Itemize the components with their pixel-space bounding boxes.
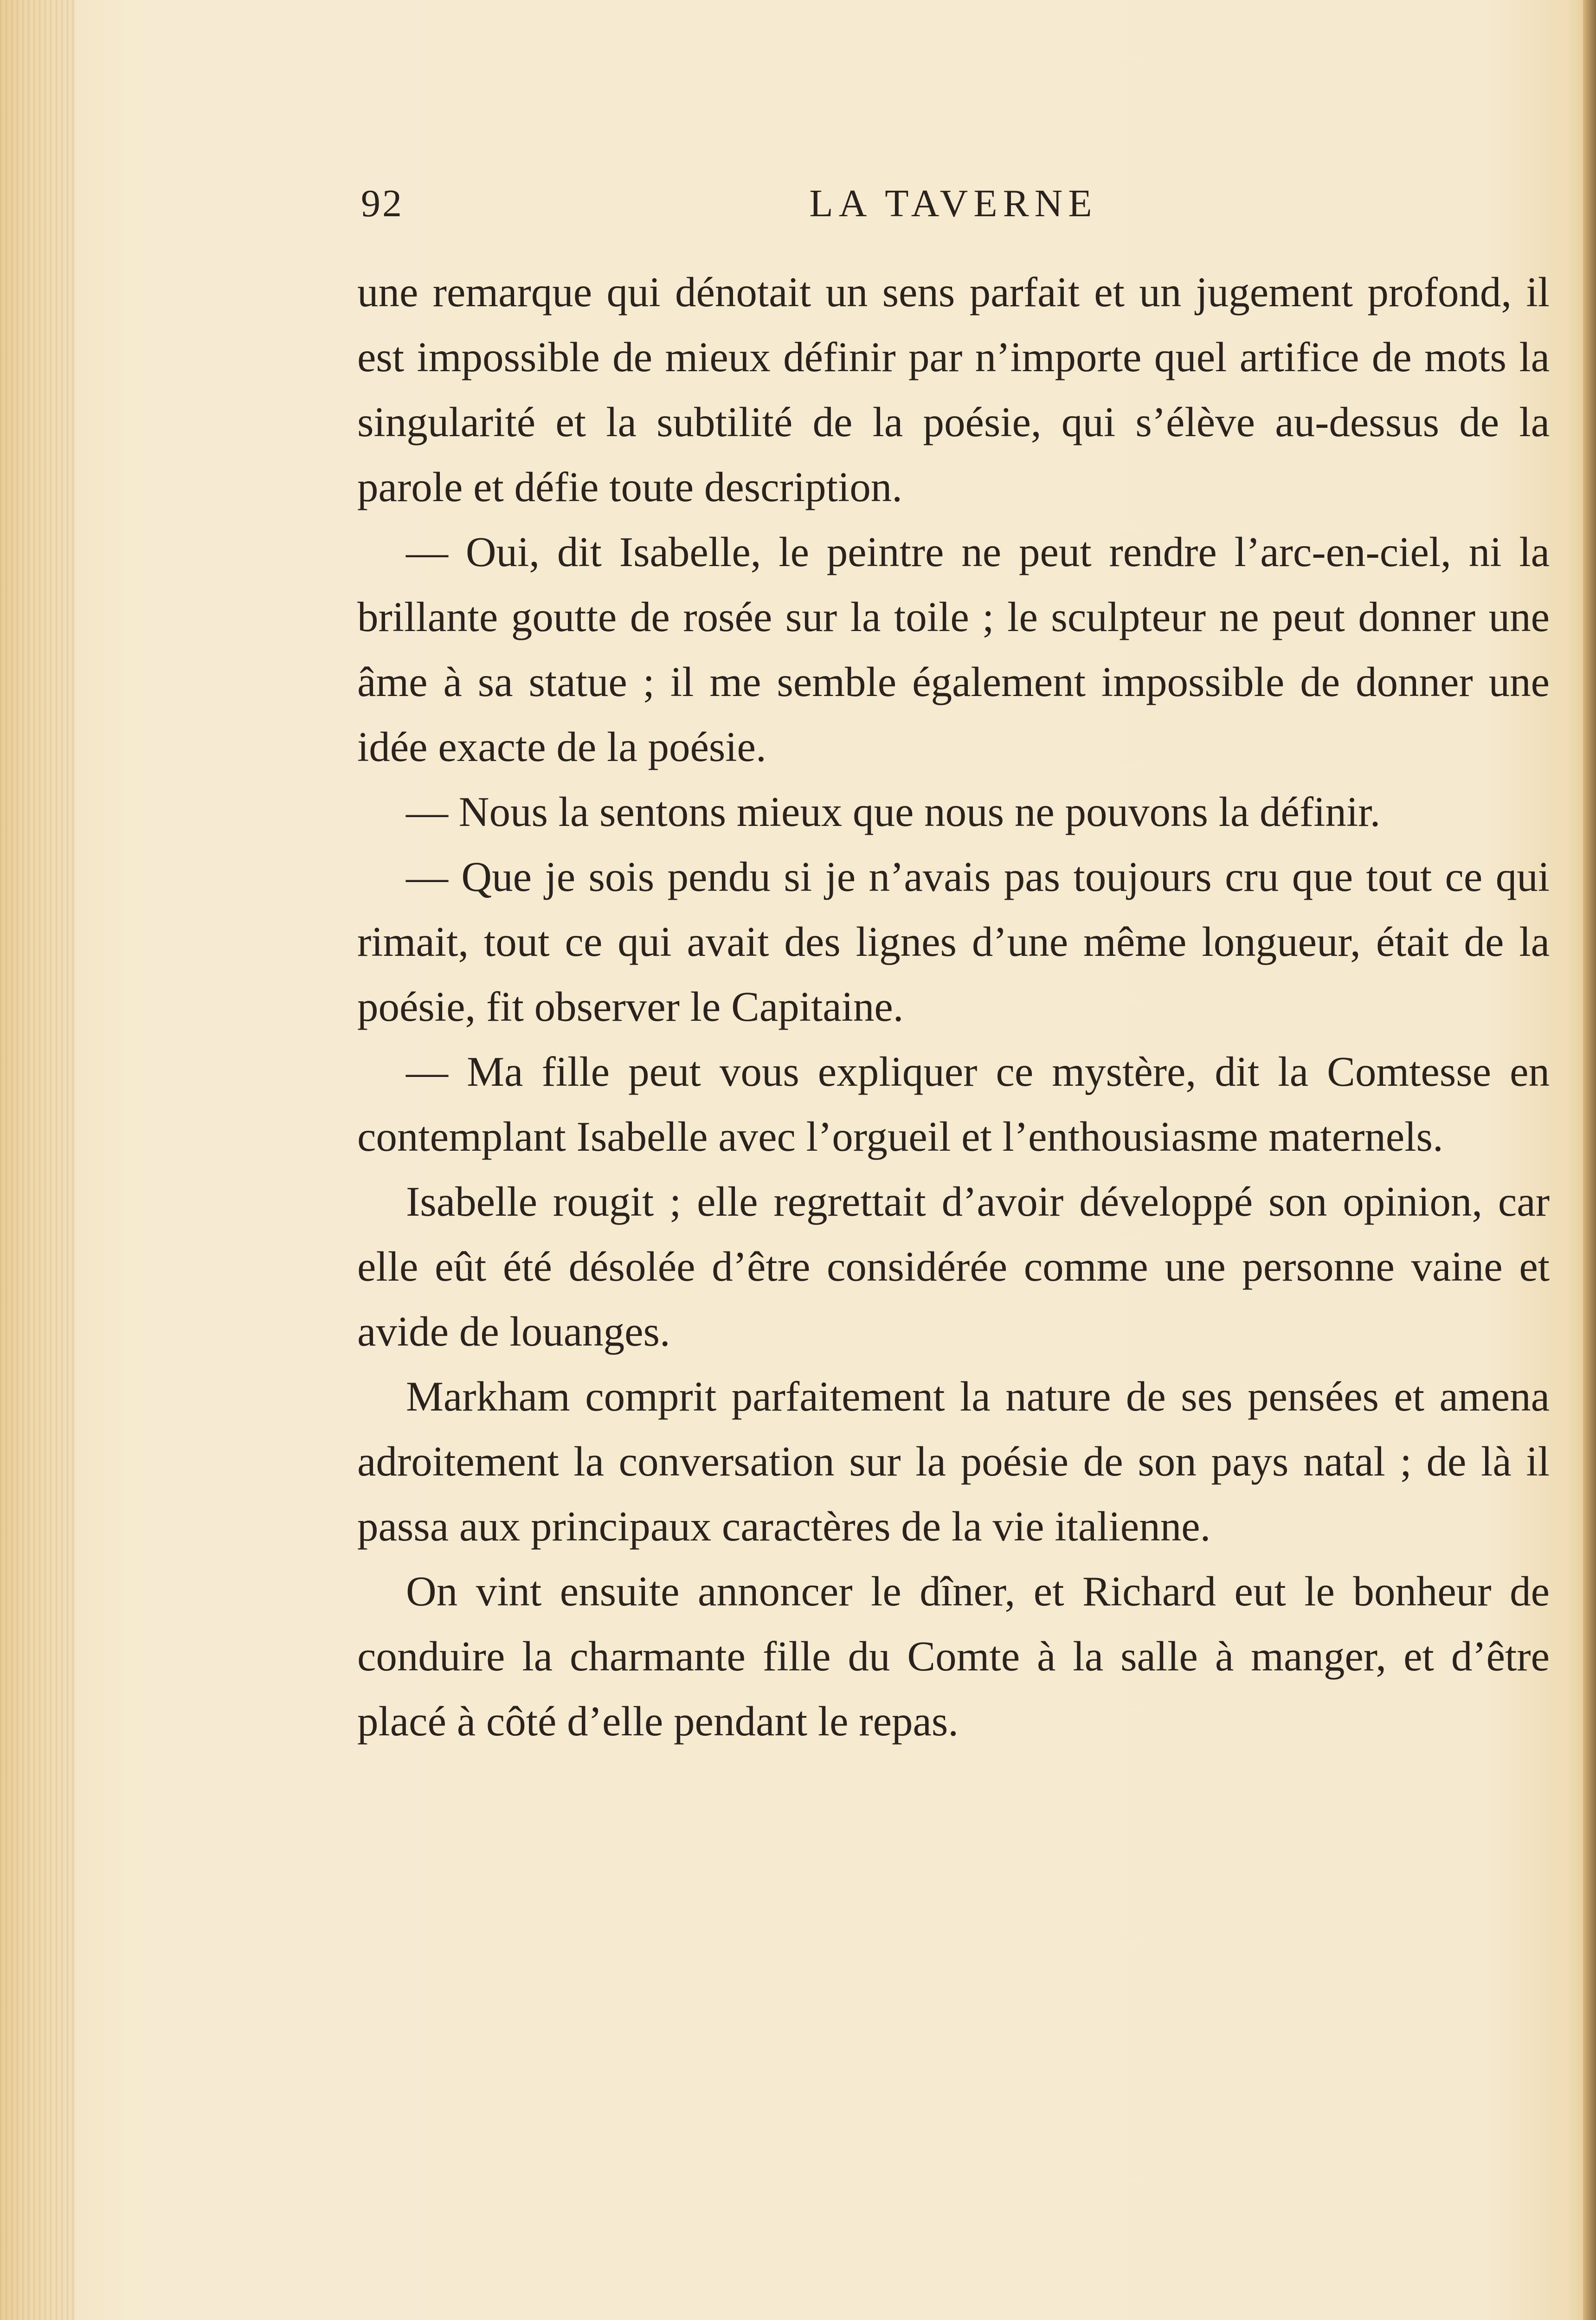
paragraph: — Oui, dit Isabelle, le peintre ne peut rendre l’arc-en-ciel, ni la brillante goutte de rosée sur la toile ; le sculpteur ne peut donner une âme à sa statue ; il me semble également impossible de donner une idée exacte de la poésie. (357, 528, 1550, 770)
text-body (357, 260, 1550, 1754)
paragraph: une remarque qui dénotait un sens parfait et un jugement profond, il est impossible de mieux définir par n’importe quel artifice de mots la singularité et la subtilité de la poésie, qui s’élève au-dessus de la parole et défie toute description. (357, 269, 1550, 510)
paragraph: — Ma fille peut vous expliquer ce mystère, dit la Comtesse en contemplant Isabelle avec l’orgueil et l’enthousiasme maternels. (357, 1048, 1550, 1160)
paragraph: — Nous la sentons mieux que nous ne pouvons la définir. (406, 788, 1381, 835)
page-number: 92 (361, 182, 404, 225)
paragraph: Isabelle rougit ; elle regrettait d’avoir développé son opinion, car elle eût été désolée d’être considérée comme une personne vaine et avide de louanges. (357, 1178, 1550, 1355)
page-header (357, 181, 1550, 232)
running-title: LA TAVERNE (809, 182, 1098, 225)
paragraph: — Que je sois pendu si je n’avais pas toujours cru que tout ce qui rimait, tout ce qui avait des lignes d’une même longueur, était de la poésie, fit observer le Capitaine. (357, 853, 1550, 1030)
paragraph: On vint ensuite annoncer le dîner, et Richard eut le bonheur de conduire la charmante fille du Comte à la salle à manger, et d’être placé à côté d’elle pendant le repas. (357, 1568, 1550, 1745)
page-edge-left (0, 0, 74, 2320)
page-edge-right (1583, 0, 1596, 2320)
paragraph: Markham comprit parfaitement la nature de ses pensées et amena adroitement la conversation sur la poésie de son pays natal ; de là il passa aux principaux caractères de la vie italienne. (357, 1373, 1550, 1550)
